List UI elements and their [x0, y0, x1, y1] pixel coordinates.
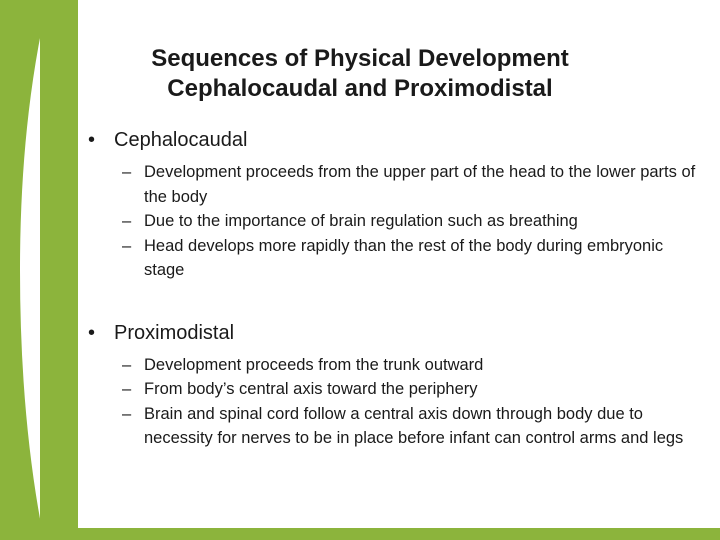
list-item: – Head develops more rapidly than the rest of the body during embryonic stage [114, 234, 698, 283]
title-line-1: Sequences of Physical Development [151, 45, 569, 72]
proximodistal-list [114, 353, 698, 451]
bullet-dot-icon: • [88, 321, 96, 344]
list-item: – Due to the importance of brain regulation such as breathing [114, 209, 698, 234]
title-line-2: Cephalocaudal and Proximodistal [167, 75, 553, 102]
section-gap [88, 283, 698, 321]
list-item: – Development proceeds from the upper part of the head to the lower parts of the body [114, 160, 698, 209]
dash-icon: – [122, 404, 132, 423]
slide-title [80, 44, 640, 104]
slide-content [88, 128, 698, 451]
cephalocaudal-list [114, 160, 698, 283]
bullet-proximodistal [88, 321, 698, 345]
bullet-dot-icon: • [88, 129, 96, 151]
dash-icon: – [122, 236, 132, 255]
bullet-heading: Proximodistal [114, 321, 235, 344]
dash-icon: – [122, 212, 132, 230]
dash-icon: – [122, 380, 132, 398]
dash-icon: – [122, 163, 132, 181]
list-item: – From body’s central axis toward the periphery [114, 377, 698, 402]
green-bottom-line [40, 528, 720, 540]
bullet-heading: Cephalocaudal [114, 129, 248, 151]
bullet-cephalocaudal [88, 128, 698, 152]
list-item: – Development proceeds from the trunk outward [114, 353, 698, 378]
green-left-band [40, 0, 78, 540]
list-item: – Brain and spinal cord follow a central axis down through body due to necessity for nerves to be in place before infant can control arms and legs [114, 402, 698, 451]
dash-icon: – [122, 355, 132, 374]
